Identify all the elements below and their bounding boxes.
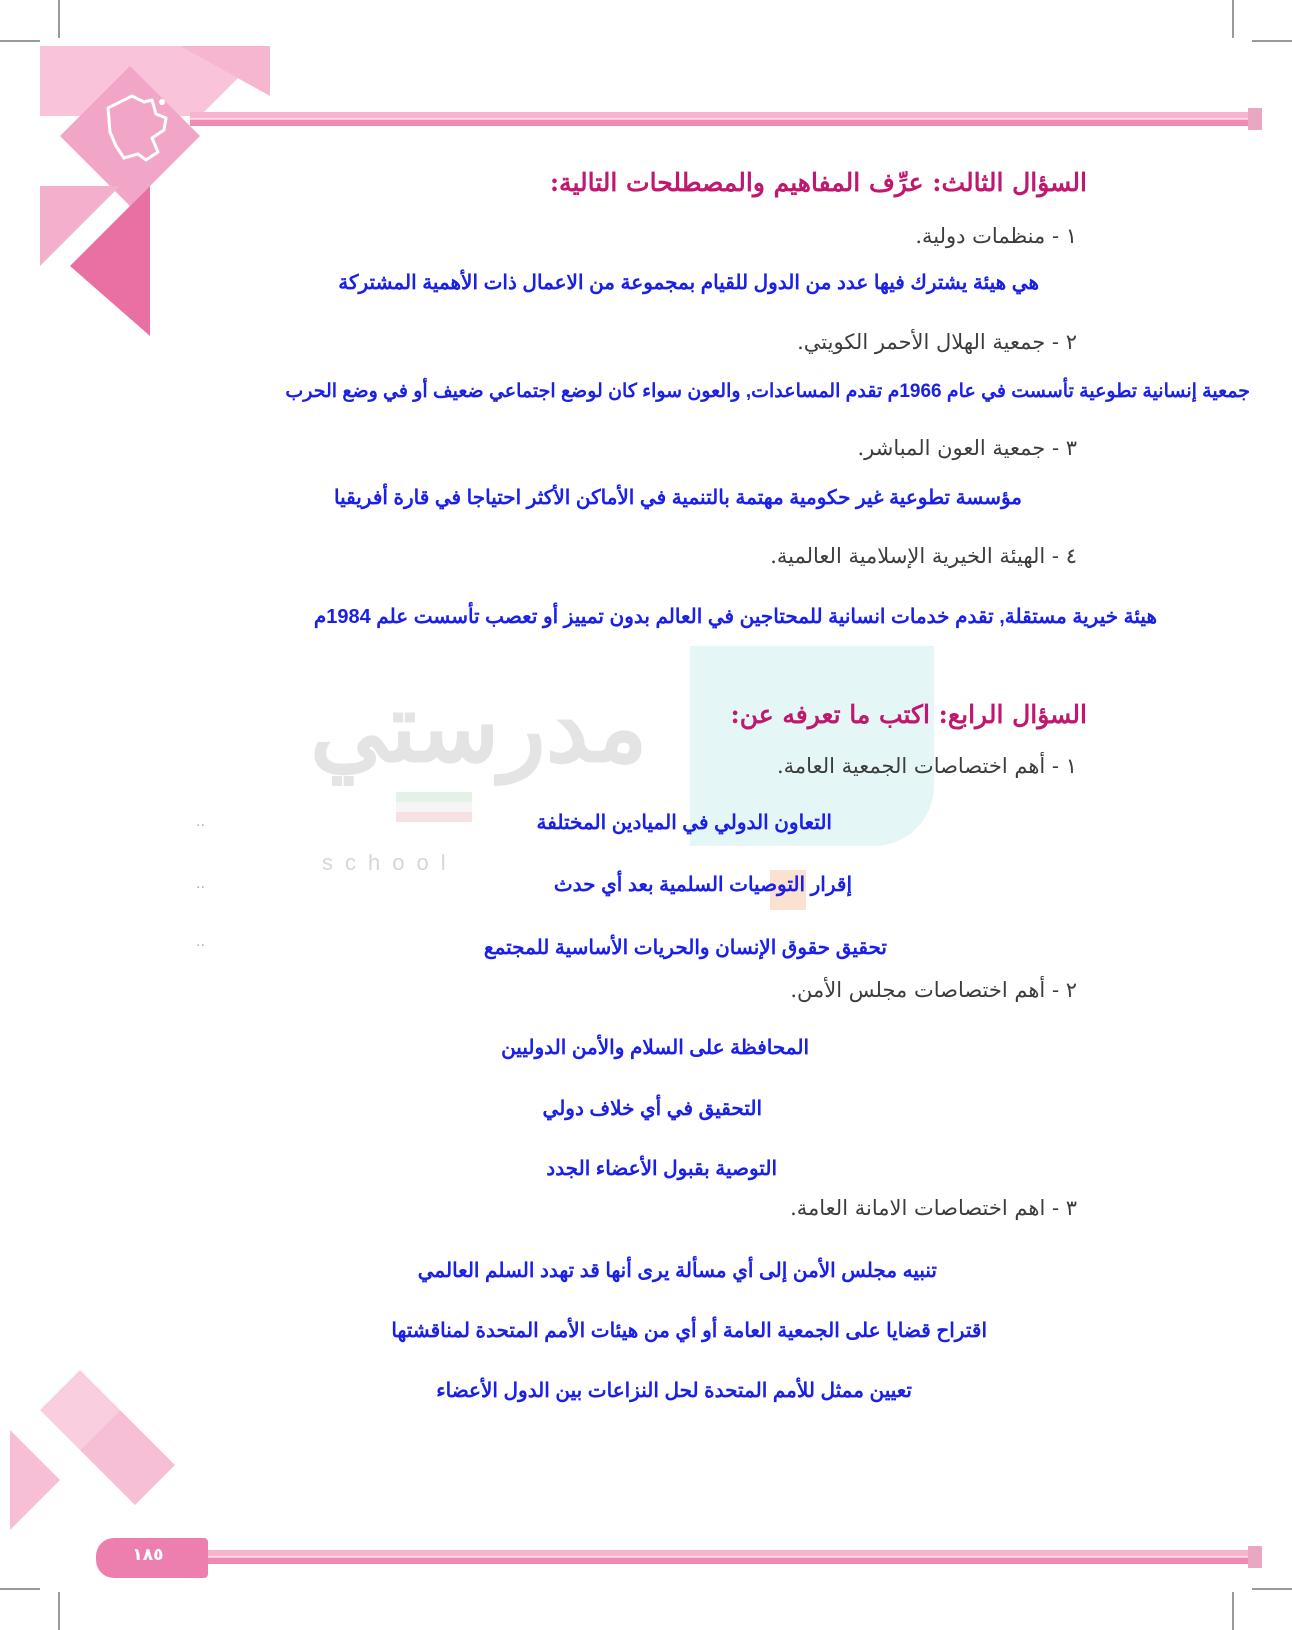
crop-mark-bl-v xyxy=(58,1592,60,1630)
q4-s1-answer-2: إقرار التوصيات السلمية بعد أي حدث xyxy=(553,874,852,896)
footer-band xyxy=(170,1550,1262,1564)
q3-item-4-answer: هيئة خيرية مستقلة, تقدم خدمات انسانية للمحتاجين في العالم بدون تمييز أو تعصب تأسست علم 1984م xyxy=(313,606,1157,628)
q4-section-2-label: ٢ - أهم اختصاصات مجلس الأمن. xyxy=(790,978,1077,1002)
crop-mark-tl-v xyxy=(58,0,60,38)
bullet-dots-3: ·· xyxy=(196,938,205,954)
q4-s1-answer-3: تحقيق حقوق الإنسان والحريات الأساسية للمجتمع xyxy=(483,937,887,959)
q3-item-3-label: ٣ - جمعية العون المباشر. xyxy=(857,436,1077,460)
question-3-title: السؤال الثالث: عرِّف المفاهيم والمصطلحات التالية: xyxy=(549,168,1087,197)
q3-item-1-label: ١ - منظمات دولية. xyxy=(915,224,1077,248)
header-band xyxy=(190,112,1262,126)
q3-item-1-answer: هي هيئة يشترك فيها عدد من الدول للقيام بمجموعة من الاعمال ذات الأهمية المشتركة xyxy=(338,272,1039,294)
q3-item-2-label: ٢ - جمعية الهلال الأحمر الكويتي. xyxy=(797,330,1077,354)
q4-s1-answer-1: التعاون الدولي في الميادين المختلفة xyxy=(536,812,832,834)
crop-mark-br-h xyxy=(1252,1588,1292,1590)
watermark-brand: مدرستي xyxy=(310,675,648,782)
kuwait-map-emblem xyxy=(40,36,280,336)
question-4-title: السؤال الرابع: اكتب ما تعرفه عن: xyxy=(730,700,1087,729)
watermark-flag xyxy=(396,792,472,822)
q4-s2-answer-2: التحقيق في أي خلاف دولي xyxy=(542,1098,762,1120)
q4-s3-answer-3: تعيين ممثل للأمم المتحدة لحل النزاعات بين الدول الأعضاء xyxy=(436,1380,912,1402)
q4-s3-answer-1: تنبيه مجلس الأمن إلى أي مسألة يرى أنها قد تهدد السلم العالمي xyxy=(417,1260,937,1282)
corner-decoration xyxy=(0,1370,200,1550)
q3-item-3-answer: مؤسسة تطوعية غير حكومية مهتمة بالتنمية في الأماكن الأكثر احتياجا في قارة أفريقيا xyxy=(333,487,1022,509)
q4-section-1-label: ١ - أهم اختصاصات الجمعية العامة. xyxy=(776,754,1077,778)
q3-item-4-label: ٤ - الهيئة الخيرية الإسلامية العالمية. xyxy=(770,544,1077,568)
q4-s3-answer-2: اقتراح قضايا على الجمعية العامة أو أي من هيئات الأمم المتحدة لمناقشتها xyxy=(391,1320,987,1342)
crop-mark-tl-h xyxy=(0,40,40,42)
q4-s2-answer-1: المحافظة على السلام والأمن الدوليين xyxy=(501,1037,809,1059)
page-number: ١٨٥ xyxy=(132,1545,164,1565)
footer-band-end xyxy=(1248,1546,1262,1568)
header-band-end xyxy=(1248,108,1262,130)
crop-mark-tr-v xyxy=(1232,0,1234,38)
bullet-dots-1: ·· xyxy=(196,818,205,834)
crop-mark-tr-h xyxy=(1252,40,1292,42)
q4-section-3-label: ٣ - اهم اختصاصات الامانة العامة. xyxy=(790,1196,1077,1220)
q4-s2-answer-3: التوصية بقبول الأعضاء الجدد xyxy=(546,1158,777,1180)
crop-mark-bl-h xyxy=(0,1588,40,1590)
bullet-dots-2: ·· xyxy=(196,880,205,896)
crop-mark-br-v xyxy=(1232,1592,1234,1630)
q3-item-2-answer: جمعية إنسانية تطوعية تأسست في عام 1966م تقدم المساعدات, والعون سواء كان لوضع اجتماعي ضعيف أو في وضع الحرب xyxy=(285,381,1250,402)
watermark-subtitle: school xyxy=(322,850,458,875)
